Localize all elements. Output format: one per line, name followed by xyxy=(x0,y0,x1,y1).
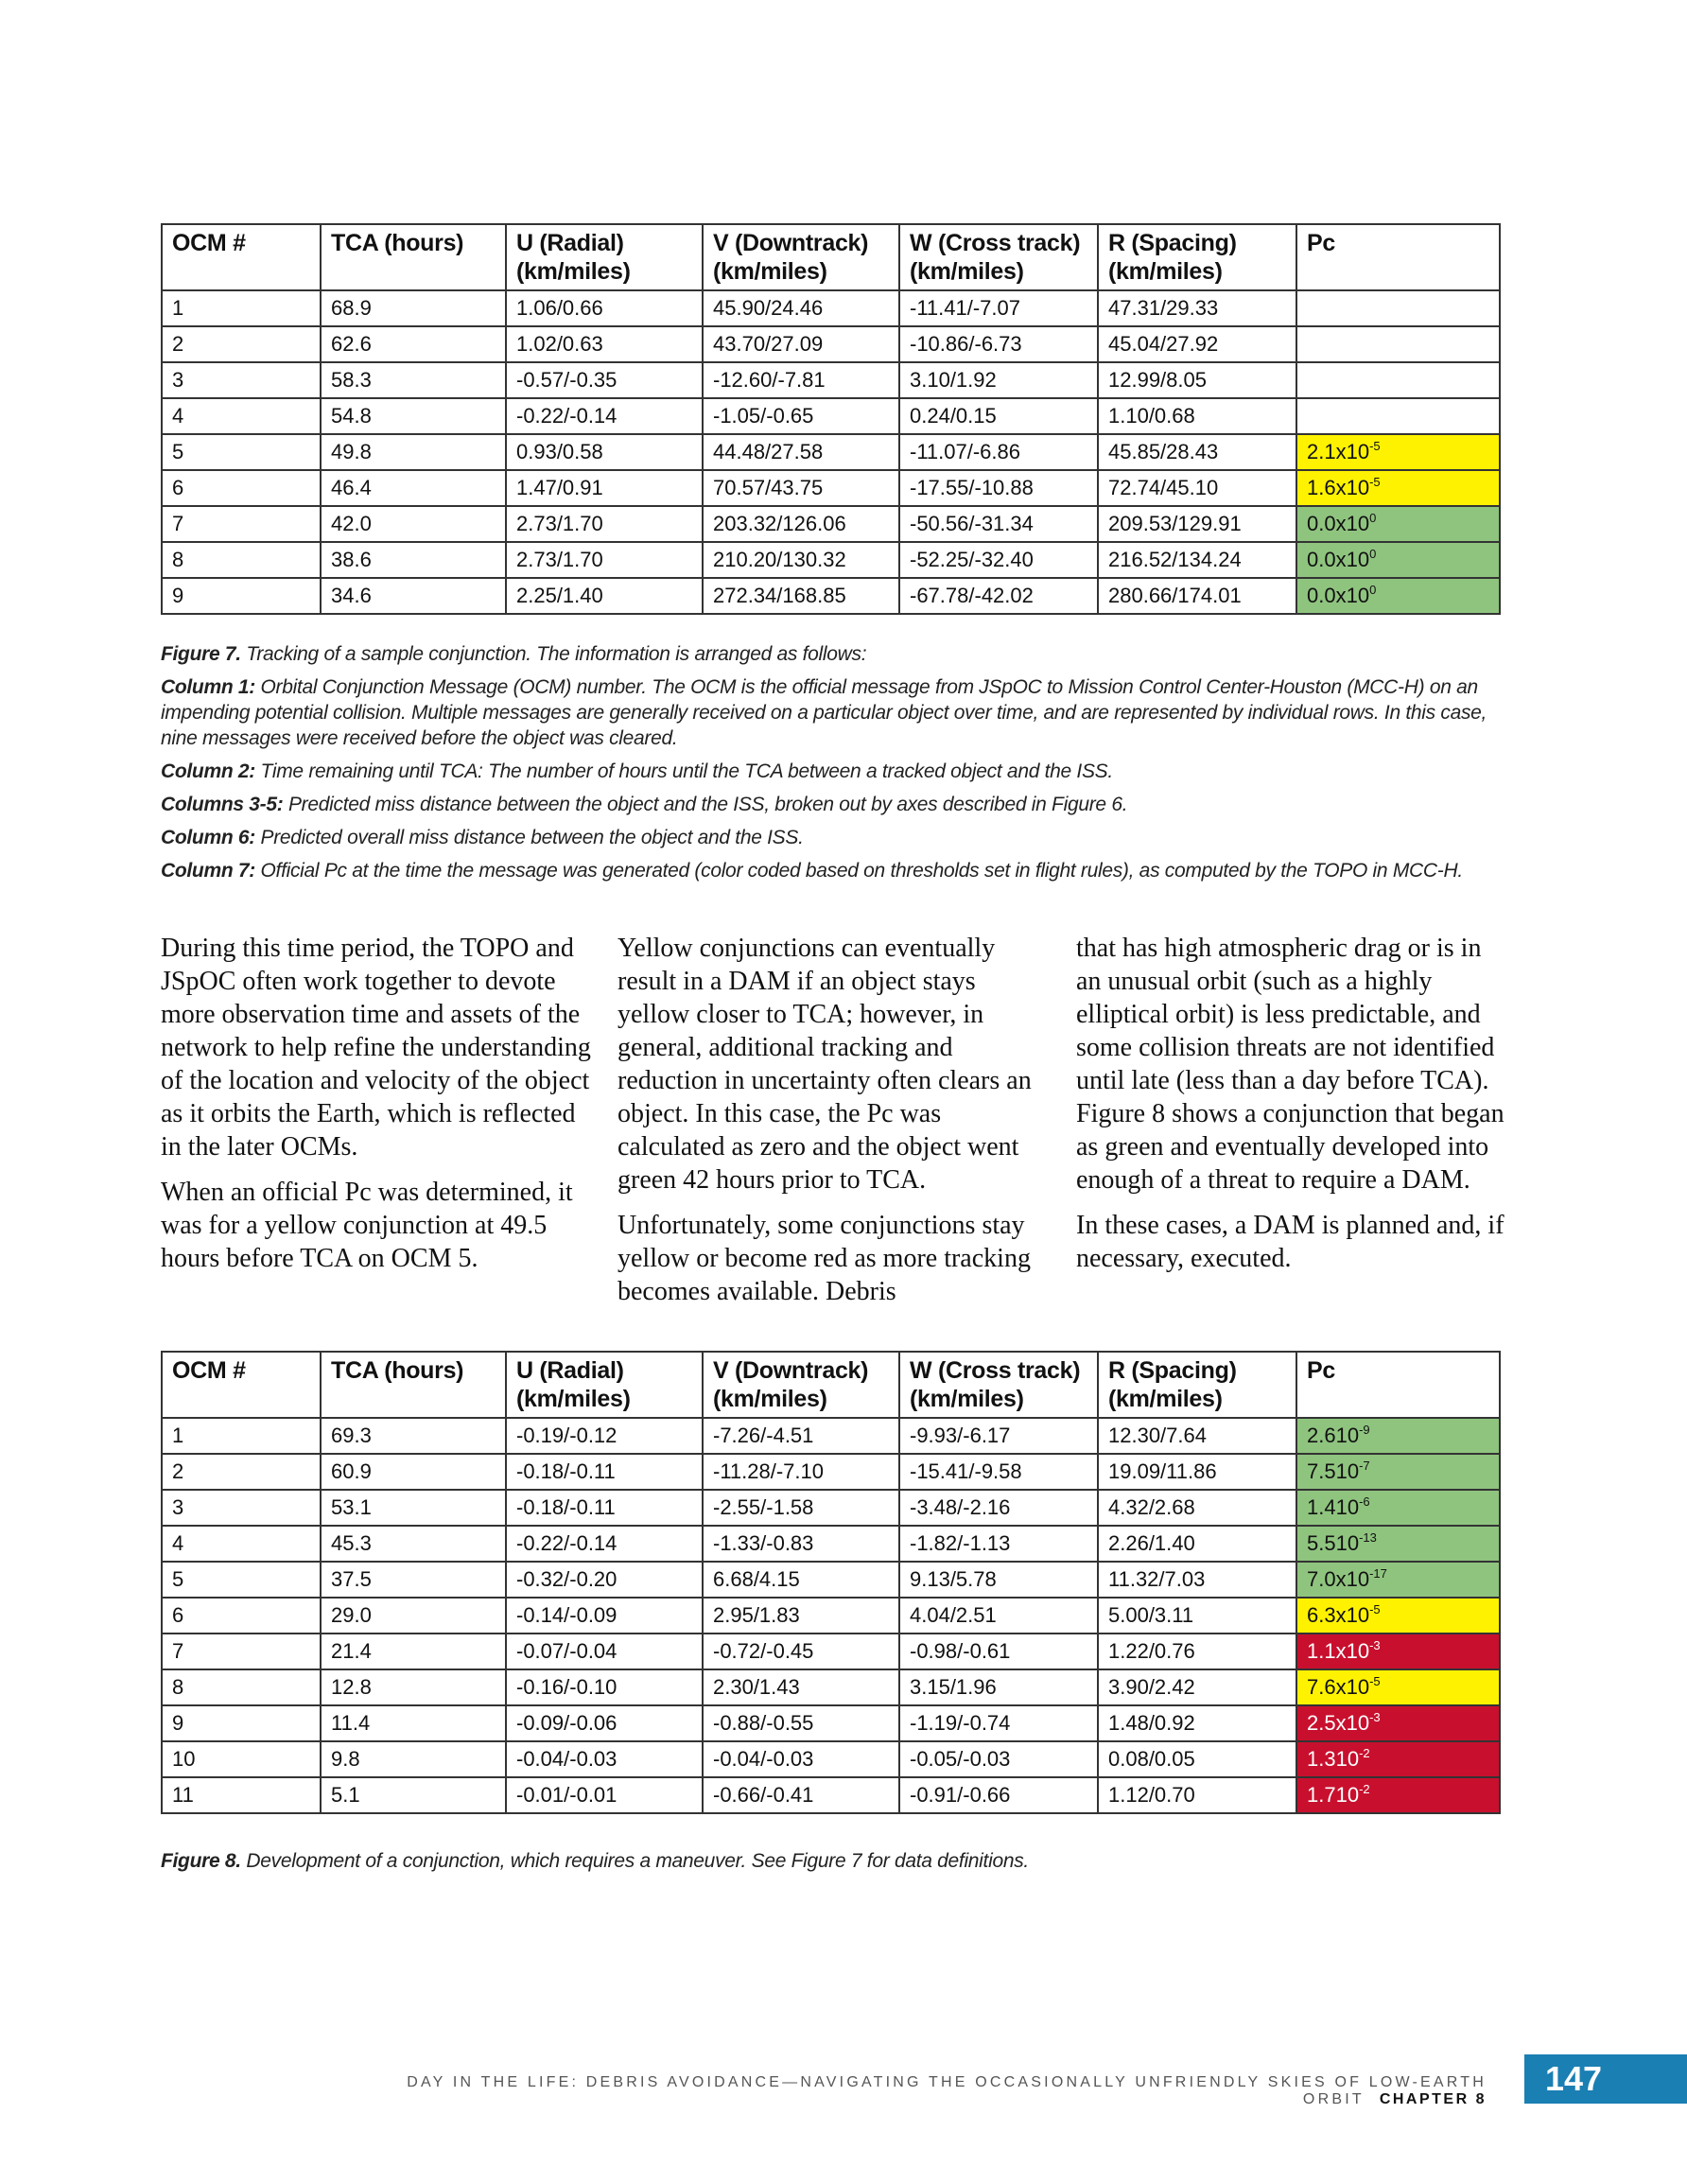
cell-radial: 0.93/0.58 xyxy=(506,434,703,470)
cell-tca: 46.4 xyxy=(321,470,506,506)
pc-mantissa: 1.410 xyxy=(1307,1495,1360,1519)
body-paragraph: that has high atmospheric drag or is in an unusual orbit (such as a highly elliptical orbit) is less predictable, and some collision threats are not identified until late (less than a day before TCA). Figure 8 shows a conjunction that began as green and eventually developed into enough of a threat to require a DAM. xyxy=(1076,934,1504,1195)
pc-exponent: -5 xyxy=(1369,1674,1381,1688)
table-row xyxy=(162,1598,1500,1634)
figure-8-title xyxy=(161,1848,1504,1874)
cell-tca: 29.0 xyxy=(321,1598,506,1634)
cell-tca: 9.8 xyxy=(321,1741,506,1777)
cell-ocm: 5 xyxy=(162,434,321,470)
cell-crosstrack: -15.41/-9.58 xyxy=(899,1454,1098,1490)
pc-mantissa: 0.0x10 xyxy=(1307,584,1370,607)
cell-radial: 1.02/0.63 xyxy=(506,326,703,362)
cell-crosstrack: -17.55/-10.88 xyxy=(899,470,1098,506)
cell-tca: 12.8 xyxy=(321,1669,506,1705)
cell-crosstrack: -50.56/-31.34 xyxy=(899,506,1098,542)
cell-ocm: 10 xyxy=(162,1741,321,1777)
caption-item xyxy=(161,674,1504,751)
cell-crosstrack: -0.05/-0.03 xyxy=(899,1741,1098,1777)
cell-downtrack: -2.55/-1.58 xyxy=(703,1490,899,1526)
pc-mantissa: 7.0x10 xyxy=(1307,1567,1370,1591)
cell-spacing: 3.90/2.42 xyxy=(1098,1669,1296,1705)
cell-downtrack: 6.68/4.15 xyxy=(703,1562,899,1598)
cell-crosstrack: -1.19/-0.74 xyxy=(899,1705,1098,1741)
cell-pc xyxy=(1296,1490,1500,1526)
cell-downtrack: 210.20/130.32 xyxy=(703,542,899,578)
col-header-spacing: R (Spacing) (km/miles) xyxy=(1098,224,1296,290)
body-paragraph: Yellow conjunctions can eventually result in a DAM if an object stays yellow closer to TCA; however, in general, additional tracking and reduction in uncertainty often clears an object. In this case, the Pc was calculated as zero and the object went green 42 hours prior to TCA. xyxy=(617,934,1032,1195)
table-header-row xyxy=(162,1352,1500,1418)
running-footer xyxy=(265,2074,1487,2108)
table-row xyxy=(162,398,1500,434)
cell-downtrack: -12.60/-7.81 xyxy=(703,362,899,398)
table-body xyxy=(162,1418,1500,1813)
cell-radial: -0.07/-0.04 xyxy=(506,1634,703,1669)
cell-pc xyxy=(1296,1705,1500,1741)
cell-crosstrack: 3.10/1.92 xyxy=(899,362,1098,398)
pc-mantissa: 2.610 xyxy=(1307,1424,1360,1447)
cell-tca: 37.5 xyxy=(321,1562,506,1598)
cell-tca: 38.6 xyxy=(321,542,506,578)
pc-exponent: -17 xyxy=(1369,1566,1387,1581)
cell-radial: 1.06/0.66 xyxy=(506,290,703,326)
caption-item-text: Predicted overall miss distance between the object and the ISS. xyxy=(260,827,804,848)
pc-exponent: -5 xyxy=(1369,475,1381,489)
cell-spacing: 45.04/27.92 xyxy=(1098,326,1296,362)
cell-pc xyxy=(1296,434,1500,470)
pc-mantissa: 7.6x10 xyxy=(1307,1675,1370,1699)
pc-exponent: -9 xyxy=(1359,1423,1370,1437)
cell-pc xyxy=(1296,398,1500,434)
cell-downtrack: -0.88/-0.55 xyxy=(703,1705,899,1741)
col-header-radial: U (Radial) (km/miles) xyxy=(506,1352,703,1418)
cell-pc xyxy=(1296,506,1500,542)
caption-item-text: Orbital Conjunction Message (OCM) number. The OCM is the official message from JSpOC to Mission Control Center-Houston (MCC-H) on an impending potential collision. Multiple messages are generally received on a particular object over time, and are represented by individual rows. In this case, nine messages were received before the object was cleared. xyxy=(161,676,1487,749)
cell-spacing: 1.22/0.76 xyxy=(1098,1634,1296,1669)
cell-ocm: 4 xyxy=(162,1526,321,1562)
table-row xyxy=(162,1741,1500,1777)
table-body xyxy=(162,290,1500,614)
cell-downtrack: 45.90/24.46 xyxy=(703,290,899,326)
pc-exponent: -2 xyxy=(1359,1782,1370,1796)
cell-ocm: 8 xyxy=(162,542,321,578)
cell-ocm: 2 xyxy=(162,326,321,362)
page-number: 147 xyxy=(1524,2054,1687,2104)
caption-item xyxy=(161,759,1504,784)
cell-radial: -0.19/-0.12 xyxy=(506,1418,703,1454)
cell-radial: -0.32/-0.20 xyxy=(506,1562,703,1598)
running-title: DAY IN THE LIFE: DEBRIS AVOIDANCE—NAVIGATING THE OCCASIONALLY UNFRIENDLY SKIES OF LOW-EARTH ORBIT xyxy=(407,2074,1487,2107)
pc-exponent: -2 xyxy=(1359,1746,1370,1760)
pc-mantissa: 0.0x10 xyxy=(1307,512,1370,535)
table-row xyxy=(162,1562,1500,1598)
cell-spacing: 1.12/0.70 xyxy=(1098,1777,1296,1813)
col-header-radial: U (Radial) (km/miles) xyxy=(506,224,703,290)
cell-radial: 1.47/0.91 xyxy=(506,470,703,506)
chapter-label: CHAPTER 8 xyxy=(1379,2091,1487,2107)
cell-radial: -0.04/-0.03 xyxy=(506,1741,703,1777)
cell-tca: 49.8 xyxy=(321,434,506,470)
cell-spacing: 209.53/129.91 xyxy=(1098,506,1296,542)
pc-mantissa: 1.6x10 xyxy=(1307,476,1370,499)
cell-crosstrack: -11.41/-7.07 xyxy=(899,290,1098,326)
cell-tca: 54.8 xyxy=(321,398,506,434)
table-header-row xyxy=(162,224,1500,290)
cell-spacing: 12.30/7.64 xyxy=(1098,1418,1296,1454)
cell-crosstrack: 9.13/5.78 xyxy=(899,1562,1098,1598)
cell-downtrack: 203.32/126.06 xyxy=(703,506,899,542)
cell-tca: 58.3 xyxy=(321,362,506,398)
pc-exponent: 0 xyxy=(1369,547,1377,561)
cell-radial: -0.09/-0.06 xyxy=(506,1705,703,1741)
col-header-ocm: OCM # xyxy=(162,1352,321,1418)
pc-mantissa: 1.310 xyxy=(1307,1747,1360,1771)
cell-crosstrack: 3.15/1.96 xyxy=(899,1669,1098,1705)
cell-spacing: 5.00/3.11 xyxy=(1098,1598,1296,1634)
table-row xyxy=(162,434,1500,470)
figure-text: Tracking of a sample conjunction. The information is arranged as follows: xyxy=(246,643,867,665)
cell-radial: 2.25/1.40 xyxy=(506,578,703,614)
pc-mantissa: 2.5x10 xyxy=(1307,1711,1370,1735)
table-row xyxy=(162,470,1500,506)
cell-crosstrack: -1.82/-1.13 xyxy=(899,1526,1098,1562)
table-row xyxy=(162,542,1500,578)
col-header-spacing: R (Spacing) (km/miles) xyxy=(1098,1352,1296,1418)
pc-exponent: -5 xyxy=(1369,1602,1381,1616)
caption-item-text: Official Pc at the time the message was generated (color coded based on thresholds set in flight rules), as computed by the TOPO in MCC-H. xyxy=(260,860,1463,882)
cell-pc xyxy=(1296,1634,1500,1669)
table-row xyxy=(162,326,1500,362)
cell-tca: 68.9 xyxy=(321,290,506,326)
cell-spacing: 1.48/0.92 xyxy=(1098,1705,1296,1741)
table-row xyxy=(162,578,1500,614)
col-header-crosstrack: W (Cross track) (km/miles) xyxy=(899,1352,1098,1418)
conjunction-table-figure-7 xyxy=(161,223,1501,615)
cell-pc xyxy=(1296,362,1500,398)
caption-item-text: Time remaining until TCA: The number of hours until the TCA between a tracked object and the ISS. xyxy=(260,760,1113,782)
cell-spacing: 280.66/174.01 xyxy=(1098,578,1296,614)
col-header-downtrack: V (Downtrack) (km/miles) xyxy=(703,224,899,290)
cell-tca: 34.6 xyxy=(321,578,506,614)
figure-text: Development of a conjunction, which requires a maneuver. See Figure 7 for data definitions. xyxy=(246,1850,1029,1872)
pc-exponent: 0 xyxy=(1369,511,1377,525)
cell-crosstrack: -10.86/-6.73 xyxy=(899,326,1098,362)
pc-mantissa: 2.1x10 xyxy=(1307,440,1370,463)
cell-downtrack: -1.05/-0.65 xyxy=(703,398,899,434)
cell-pc xyxy=(1296,578,1500,614)
body-paragraph: Unfortunately, some conjunctions stay yellow or become red as more tracking becomes available. Debris xyxy=(617,1211,1031,1306)
cell-crosstrack: 0.24/0.15 xyxy=(899,398,1098,434)
table-row xyxy=(162,1634,1500,1669)
cell-downtrack: -0.66/-0.41 xyxy=(703,1777,899,1813)
cell-pc xyxy=(1296,1777,1500,1813)
cell-downtrack: -0.04/-0.03 xyxy=(703,1741,899,1777)
figure-label: Figure 7. xyxy=(161,643,241,665)
cell-downtrack: 2.95/1.83 xyxy=(703,1598,899,1634)
cell-tca: 69.3 xyxy=(321,1418,506,1454)
cell-ocm: 3 xyxy=(162,362,321,398)
body-column-3 xyxy=(1076,932,1511,1287)
cell-tca: 60.9 xyxy=(321,1454,506,1490)
cell-crosstrack: -0.98/-0.61 xyxy=(899,1634,1098,1669)
body-column-1 xyxy=(161,932,596,1287)
cell-pc xyxy=(1296,542,1500,578)
table-row xyxy=(162,1490,1500,1526)
cell-crosstrack: -11.07/-6.86 xyxy=(899,434,1098,470)
cell-ocm: 4 xyxy=(162,398,321,434)
cell-pc xyxy=(1296,1454,1500,1490)
caption-item-text: Predicted miss distance between the object and the ISS, broken out by axes described in Figure 6. xyxy=(287,794,1128,815)
col-header-tca: TCA (hours) xyxy=(321,1352,506,1418)
pc-mantissa: 1.710 xyxy=(1307,1783,1360,1807)
cell-ocm: 1 xyxy=(162,1418,321,1454)
cell-spacing: 1.10/0.68 xyxy=(1098,398,1296,434)
caption-item xyxy=(161,792,1504,817)
col-header-ocm: OCM # xyxy=(162,224,321,290)
pc-mantissa: 0.0x10 xyxy=(1307,548,1370,571)
figure-7-title xyxy=(161,641,1504,667)
cell-tca: 45.3 xyxy=(321,1526,506,1562)
cell-spacing: 12.99/8.05 xyxy=(1098,362,1296,398)
cell-spacing: 19.09/11.86 xyxy=(1098,1454,1296,1490)
cell-radial: -0.57/-0.35 xyxy=(506,362,703,398)
cell-crosstrack: -52.25/-32.40 xyxy=(899,542,1098,578)
conjunction-table-figure-8 xyxy=(161,1351,1501,1814)
cell-crosstrack: 4.04/2.51 xyxy=(899,1598,1098,1634)
cell-spacing: 47.31/29.33 xyxy=(1098,290,1296,326)
table-row xyxy=(162,506,1500,542)
cell-pc xyxy=(1296,1598,1500,1634)
table-row xyxy=(162,290,1500,326)
cell-crosstrack: -0.91/-0.66 xyxy=(899,1777,1098,1813)
cell-spacing: 2.26/1.40 xyxy=(1098,1526,1296,1562)
col-header-pc: Pc xyxy=(1296,224,1500,290)
cell-tca: 21.4 xyxy=(321,1634,506,1669)
cell-pc xyxy=(1296,290,1500,326)
cell-downtrack: 2.30/1.43 xyxy=(703,1669,899,1705)
cell-pc xyxy=(1296,1562,1500,1598)
cell-ocm: 11 xyxy=(162,1777,321,1813)
cell-radial: -0.01/-0.01 xyxy=(506,1777,703,1813)
cell-pc xyxy=(1296,1741,1500,1777)
cell-ocm: 9 xyxy=(162,578,321,614)
cell-ocm: 7 xyxy=(162,1634,321,1669)
cell-radial: 2.73/1.70 xyxy=(506,506,703,542)
cell-radial: 2.73/1.70 xyxy=(506,542,703,578)
pc-exponent: -13 xyxy=(1359,1530,1377,1545)
cell-tca: 62.6 xyxy=(321,326,506,362)
cell-crosstrack: -3.48/-2.16 xyxy=(899,1490,1098,1526)
table-row xyxy=(162,1669,1500,1705)
body-paragraph: During this time period, the TOPO and JSpOC often work together to devote more observation time and assets of the network to help refine the understanding of the location and velocity of the object as it orbits the Earth, which is reflected in the later OCMs. xyxy=(161,934,591,1162)
cell-downtrack: -7.26/-4.51 xyxy=(703,1418,899,1454)
col-header-crosstrack: W (Cross track) (km/miles) xyxy=(899,224,1098,290)
cell-spacing: 45.85/28.43 xyxy=(1098,434,1296,470)
cell-pc xyxy=(1296,470,1500,506)
cell-radial: -0.18/-0.11 xyxy=(506,1490,703,1526)
pc-exponent: -3 xyxy=(1369,1710,1381,1724)
table-row xyxy=(162,1454,1500,1490)
cell-crosstrack: -67.78/-42.02 xyxy=(899,578,1098,614)
cell-downtrack: 43.70/27.09 xyxy=(703,326,899,362)
cell-ocm: 7 xyxy=(162,506,321,542)
pc-exponent: -5 xyxy=(1369,439,1381,453)
cell-downtrack: -1.33/-0.83 xyxy=(703,1526,899,1562)
body-paragraph: In these cases, a DAM is planned and, if necessary, executed. xyxy=(1076,1211,1504,1273)
cell-spacing: 72.74/45.10 xyxy=(1098,470,1296,506)
cell-downtrack: -11.28/-7.10 xyxy=(703,1454,899,1490)
cell-tca: 42.0 xyxy=(321,506,506,542)
cell-pc xyxy=(1296,1669,1500,1705)
cell-radial: -0.18/-0.11 xyxy=(506,1454,703,1490)
cell-radial: -0.16/-0.10 xyxy=(506,1669,703,1705)
pc-mantissa: 5.510 xyxy=(1307,1531,1360,1555)
table-row xyxy=(162,362,1500,398)
table-row xyxy=(162,1705,1500,1741)
cell-tca: 53.1 xyxy=(321,1490,506,1526)
cell-ocm: 1 xyxy=(162,290,321,326)
cell-ocm: 5 xyxy=(162,1562,321,1598)
col-header-tca: TCA (hours) xyxy=(321,224,506,290)
cell-ocm: 8 xyxy=(162,1669,321,1705)
pc-mantissa: 7.510 xyxy=(1307,1459,1360,1483)
cell-radial: -0.22/-0.14 xyxy=(506,398,703,434)
cell-spacing: 216.52/134.24 xyxy=(1098,542,1296,578)
caption-item-label: Column 2: xyxy=(161,760,255,782)
figure-8-caption xyxy=(161,1848,1504,1881)
cell-radial: -0.22/-0.14 xyxy=(506,1526,703,1562)
cell-ocm: 3 xyxy=(162,1490,321,1526)
table-row xyxy=(162,1418,1500,1454)
caption-item-label: Columns 3-5: xyxy=(161,794,284,815)
cell-downtrack: 44.48/27.58 xyxy=(703,434,899,470)
cell-radial: -0.14/-0.09 xyxy=(506,1598,703,1634)
caption-item-label: Column 1: xyxy=(161,676,255,698)
pc-exponent: 0 xyxy=(1369,583,1377,597)
cell-downtrack: 272.34/168.85 xyxy=(703,578,899,614)
pc-mantissa: 6.3x10 xyxy=(1307,1603,1370,1627)
pc-exponent: -6 xyxy=(1359,1494,1370,1509)
figure-7-caption xyxy=(161,641,1504,891)
caption-item-label: Column 7: xyxy=(161,860,255,882)
col-header-pc: Pc xyxy=(1296,1352,1500,1418)
cell-spacing: 11.32/7.03 xyxy=(1098,1562,1296,1598)
body-column-2 xyxy=(617,932,1052,1320)
col-header-downtrack: V (Downtrack) (km/miles) xyxy=(703,1352,899,1418)
cell-tca: 11.4 xyxy=(321,1705,506,1741)
caption-item xyxy=(161,825,1504,850)
table-row xyxy=(162,1526,1500,1562)
cell-tca: 5.1 xyxy=(321,1777,506,1813)
pc-exponent: -3 xyxy=(1369,1638,1381,1652)
cell-pc xyxy=(1296,326,1500,362)
cell-ocm: 2 xyxy=(162,1454,321,1490)
cell-downtrack: -0.72/-0.45 xyxy=(703,1634,899,1669)
caption-item-label: Column 6: xyxy=(161,827,255,848)
table-row xyxy=(162,1777,1500,1813)
cell-spacing: 4.32/2.68 xyxy=(1098,1490,1296,1526)
cell-downtrack: 70.57/43.75 xyxy=(703,470,899,506)
figure-label: Figure 8. xyxy=(161,1850,241,1872)
cell-pc xyxy=(1296,1418,1500,1454)
cell-ocm: 9 xyxy=(162,1705,321,1741)
pc-mantissa: 1.1x10 xyxy=(1307,1639,1370,1663)
cell-ocm: 6 xyxy=(162,470,321,506)
cell-pc xyxy=(1296,1526,1500,1562)
cell-spacing: 0.08/0.05 xyxy=(1098,1741,1296,1777)
cell-ocm: 6 xyxy=(162,1598,321,1634)
caption-item xyxy=(161,858,1504,883)
cell-crosstrack: -9.93/-6.17 xyxy=(899,1418,1098,1454)
body-paragraph: When an official Pc was determined, it was for a yellow conjunction at 49.5 hours before TCA on OCM 5. xyxy=(161,1178,573,1273)
pc-exponent: -7 xyxy=(1359,1459,1370,1473)
